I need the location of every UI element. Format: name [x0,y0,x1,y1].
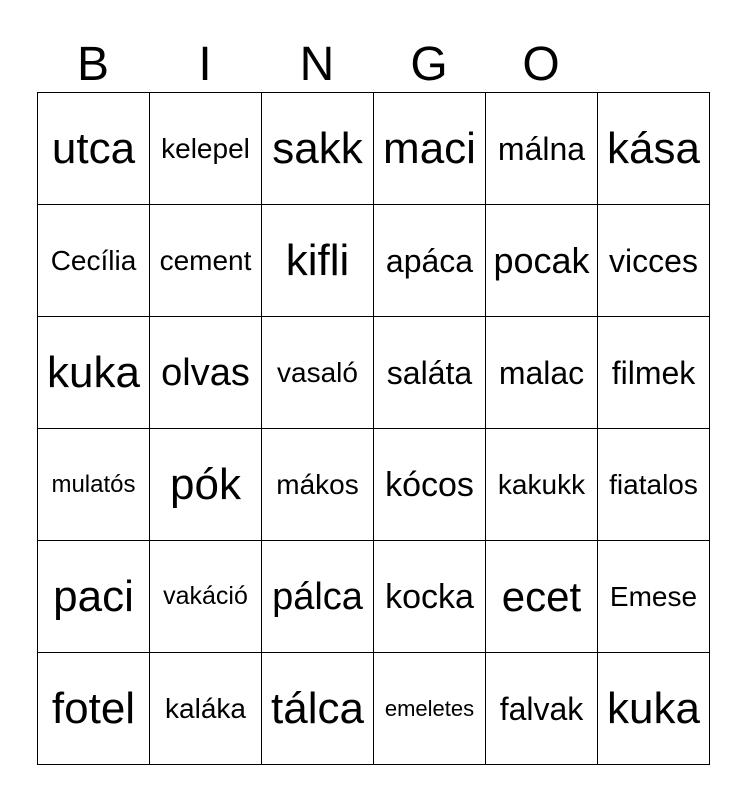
bingo-cell[interactable]: tálca [262,653,374,765]
board-row [38,429,710,541]
bingo-cell[interactable]: mákos [262,429,374,541]
bingo-cell[interactable]: Cecília [38,205,150,317]
bingo-cell[interactable]: kocka [374,541,486,653]
header-letter-g: G [410,38,448,91]
bingo-board [37,92,710,765]
bingo-cell[interactable]: sakk [262,93,374,205]
bingo-board-body [38,93,710,765]
bingo-cell[interactable]: filmek [598,317,710,429]
board-row [38,205,710,317]
bingo-cell[interactable]: kócos [374,429,486,541]
bingo-cell[interactable]: maci [374,93,486,205]
bingo-cell[interactable]: olvas [150,317,262,429]
bingo-cell[interactable]: falvak [486,653,598,765]
bingo-cell[interactable]: mulatós [38,429,150,541]
bingo-cell[interactable]: pocak [486,205,598,317]
bingo-cell[interactable]: ecet [486,541,598,653]
bingo-cell[interactable]: kakukk [486,429,598,541]
board-row [38,93,710,205]
bingo-cell[interactable]: málna [486,93,598,205]
header-letter-b: B [76,38,109,91]
header-letter-n: N [299,38,335,91]
bingo-cell[interactable]: malac [486,317,598,429]
board-row [38,653,710,765]
bingo-cell[interactable]: kelepel [150,93,262,205]
bingo-cell[interactable]: emeletes [374,653,486,765]
bingo-cell[interactable]: Emese [598,541,710,653]
bingo-cell[interactable]: kása [598,93,710,205]
bingo-cell[interactable]: kuka [38,317,150,429]
board-row [38,317,710,429]
board-row [38,541,710,653]
bingo-cell[interactable]: vicces [598,205,710,317]
bingo-cell[interactable]: kuka [598,653,710,765]
bingo-cell[interactable]: paci [38,541,150,653]
bingo-cell[interactable]: kifli [262,205,374,317]
header-letter-i: I [198,38,212,91]
bingo-cell[interactable]: saláta [374,317,486,429]
bingo-cell[interactable]: fotel [38,653,150,765]
bingo-header [37,38,597,92]
bingo-cell[interactable]: pálca [262,541,374,653]
bingo-cell[interactable]: pók [150,429,262,541]
bingo-cell[interactable]: utca [38,93,150,205]
bingo-cell[interactable]: kaláka [150,653,262,765]
bingo-cell[interactable]: vasaló [262,317,374,429]
header-letter-o: O [522,38,560,91]
bingo-cell[interactable]: vakáció [150,541,262,653]
bingo-cell[interactable]: apáca [374,205,486,317]
bingo-cell[interactable]: fiatalos [598,429,710,541]
bingo-cell[interactable]: cement [150,205,262,317]
